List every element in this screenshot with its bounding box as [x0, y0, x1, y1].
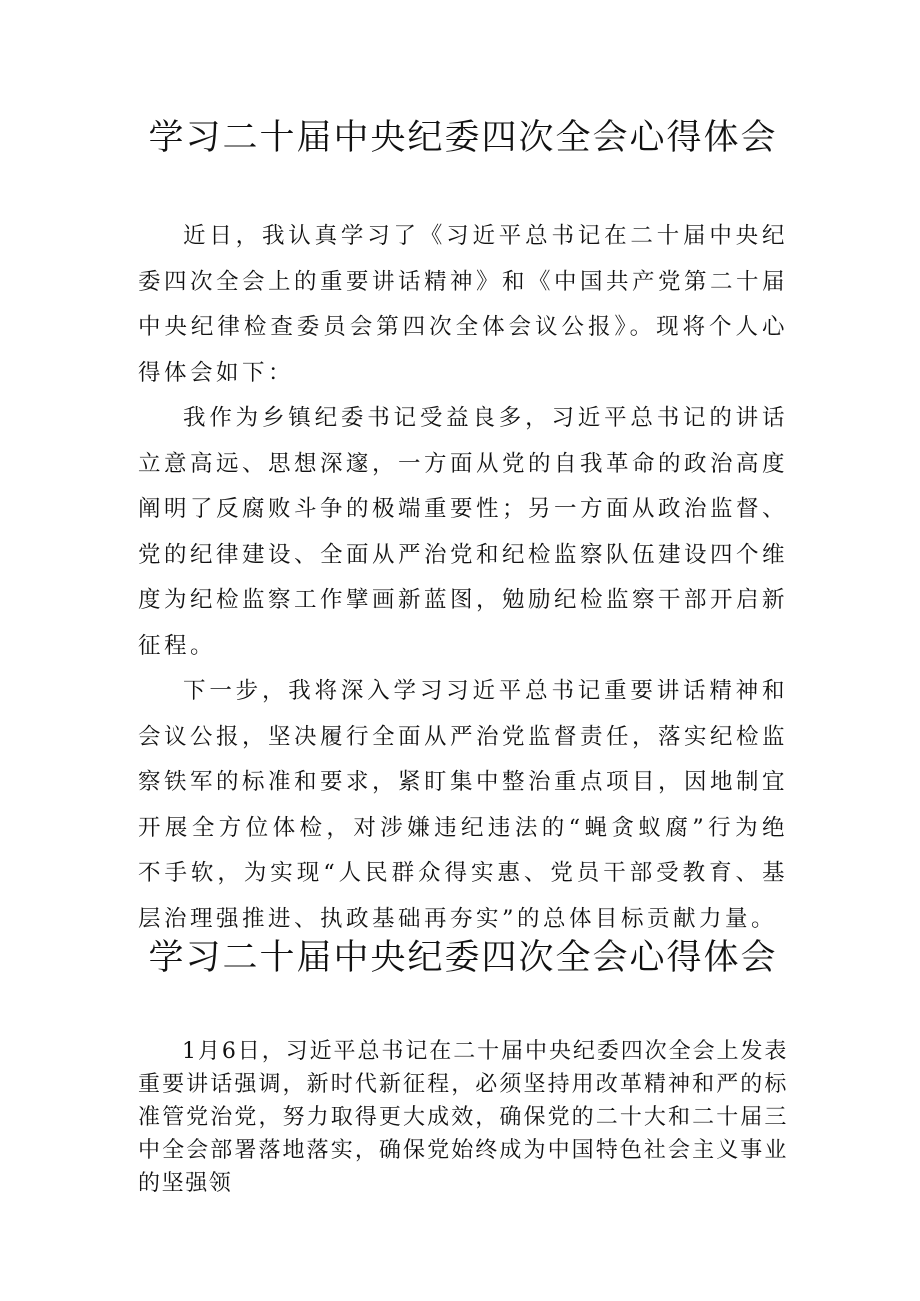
- article-1: [138, 108, 788, 942]
- article-2: [138, 928, 788, 1200]
- article-2-body: [138, 1035, 788, 1200]
- article-1-title: 学习二十届中央纪委四次全会心得体会: [148, 118, 778, 158]
- article-1-paragraph-2: 我作为乡镇纪委书记受益良多，习近平总书记的讲话立意高远、思想深邃，一方面从党的自我革命的政治高度阐明了反腐败斗争的极端重要性；另一方面从政治监督、党的纪律建设、全面从严治党和纪检监察队伍建设四个维度为纪检监察工作擘画新蓝图，勉励纪检监察干部开启新征程。: [138, 405, 789, 659]
- article-1-paragraph-3: 下一步，我将深入学习习近平总书记重要讲话精神和会议公报，坚决履行全面从严治党监督责任，落实纪检监察铁军的标准和要求，紧盯集中整治重点项目，因地制宜开展全方位体检，对涉嫌违纪违法的“蝇贪蚁腐”行为绝不手软，为实现“人民群众得实惠、党员干部受教育、基层治理强推进、执政基础再夯实”的总体目标贡献力量。: [138, 678, 789, 932]
- article-2-title: 学习二十届中央纪委四次全会心得体会: [148, 938, 778, 978]
- article-2-paragraph-1: 1月6日，习近平总书记在二十届中央纪委四次全会上发表重要讲话强调，新时代新征程，必须坚持用改革精神和严的标准管党治党，努力取得更大成效，确保党的二十大和二十届三中全会部署落地落实，确保党始终成为中国特色社会主义事业的坚强领: [138, 1039, 788, 1196]
- article-1-body: [138, 214, 788, 942]
- article-1-paragraph-1: 近日，我认真学习了《习近平总书记在二十届中央纪委四次全会上的重要讲话精神》和《中国共产党第二十届中央纪律检查委员会第四次全体会议公报》。现将个人心得体会如下：: [138, 223, 789, 386]
